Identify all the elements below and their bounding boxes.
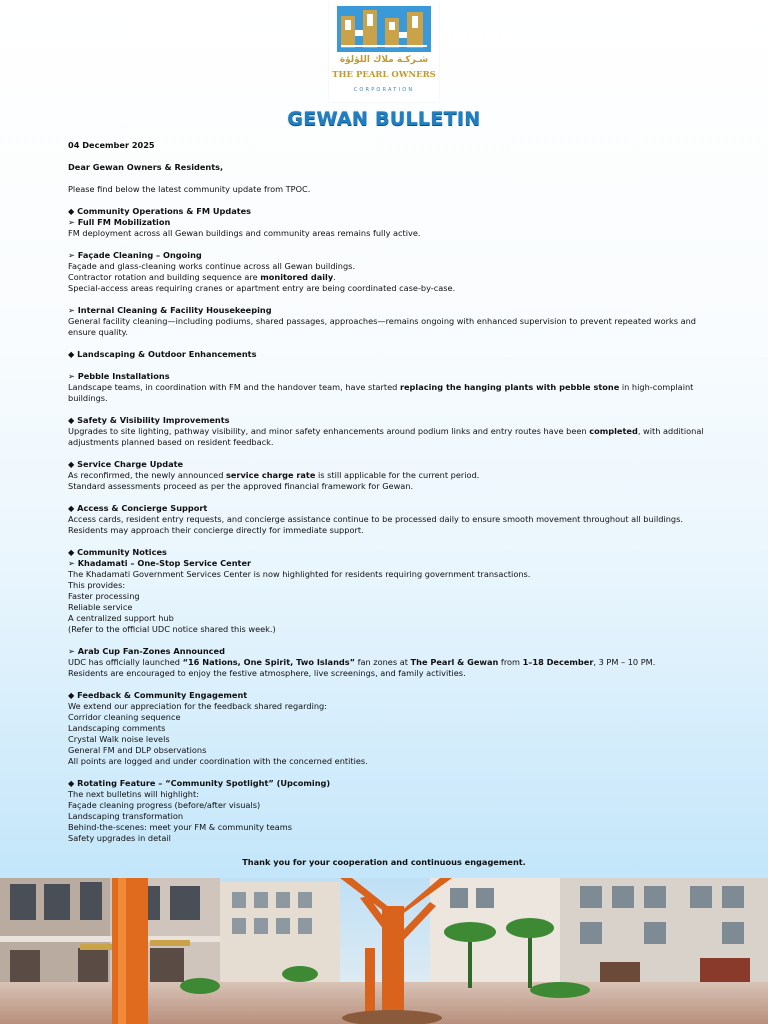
paragraph: The Khadamati Government Services Center is now highlighted for residents requiring government transactions. xyxy=(68,569,531,579)
plaza-photo-illustration xyxy=(0,878,768,1024)
subheading-pebble: ➢ Pebble Installations xyxy=(68,371,170,381)
section-heading-feedback: ◆ Feedback & Community Engagement xyxy=(68,690,248,700)
tpoc-logo xyxy=(329,0,439,102)
text-run: in high-complaint buildings. xyxy=(68,382,694,403)
thank-you-note: Thank you for your cooperation and continuous engagement. xyxy=(242,857,526,867)
text-run-bold: “16 Nations, One Spirit, Two Islands” xyxy=(182,657,356,667)
text-run-bold: 1–18 December xyxy=(522,657,594,667)
logo-subname: CORPORATION xyxy=(353,87,415,93)
list-item: Faster processing xyxy=(68,591,140,601)
bulletin-title: GEWAN BULLETIN xyxy=(287,108,481,130)
list-item: Reliable service xyxy=(68,602,133,612)
list-item: A centralized support hub xyxy=(68,613,174,623)
text-run: . xyxy=(333,272,336,282)
paragraph xyxy=(68,657,708,668)
logo-arabic-text: شـركـة ملاك اللؤلؤة xyxy=(339,55,429,65)
intro-text: Please find below the latest community update from TPOC. xyxy=(68,184,311,194)
section-heading-operations: ◆ Community Operations & FM Updates xyxy=(68,206,252,216)
list-item: Crystal Walk noise levels xyxy=(68,734,170,744)
text-run: fan zones at xyxy=(355,657,411,667)
text-run: As reconfirmed, the newly announced xyxy=(68,470,226,480)
section-heading-safety: ◆ Safety & Visibility Improvements xyxy=(68,415,230,425)
logo-name: THE PEARL OWNERS xyxy=(332,70,436,80)
paragraph: The next bulletins will highlight: xyxy=(68,789,199,799)
text-run: from xyxy=(498,657,523,667)
section-heading-access: ◆ Access & Concierge Support xyxy=(68,503,208,513)
text-run: UDC has officially launched xyxy=(68,657,183,667)
paragraph xyxy=(68,382,708,404)
paragraph: Special-access areas requiring cranes or apartment entry are being coordinated case-by-case. xyxy=(68,283,456,293)
paragraph xyxy=(68,426,708,448)
bulletin-body xyxy=(68,140,708,844)
paragraph: This provides: xyxy=(68,580,126,590)
paragraph: Façade and glass-cleaning works continue across all Gewan buildings. xyxy=(68,261,356,271)
list-item: Façade cleaning progress (before/after visuals) xyxy=(68,800,261,810)
paragraph: All points are logged and under coordination with the concerned entities. xyxy=(68,756,368,766)
text-run: Contractor rotation and building sequence are xyxy=(68,272,261,282)
paragraph xyxy=(68,470,708,481)
paragraph: Residents are encouraged to enjoy the festive atmosphere, live screenings, and family activities. xyxy=(68,668,466,678)
section-heading-spotlight: ◆ Rotating Feature – “Community Spotlight” (Upcoming) xyxy=(68,778,331,788)
community-photo xyxy=(0,878,768,1024)
paragraph: (Refer to the official UDC notice shared this week.) xyxy=(68,624,276,634)
subheading-fm-mobilization: ➢ Full FM Mobilization xyxy=(68,217,171,227)
greeting: Dear Gewan Owners & Residents, xyxy=(68,162,224,172)
text-run: , with additional adjustments planned based on resident feedback. xyxy=(68,426,704,447)
paragraph xyxy=(68,272,708,283)
paragraph: Access cards, resident entry requests, and concierge assistance continue to be processed daily to ensure smooth movement throughout all buildings. xyxy=(68,514,683,524)
paragraph: Residents may approach their concierge directly for immediate support. xyxy=(68,525,364,535)
text-run-bold: service charge rate xyxy=(226,470,316,480)
text-run: Landscape teams, in coordination with FM and the handover team, have started xyxy=(68,382,400,392)
list-item: Corridor cleaning sequence xyxy=(68,712,181,722)
logo-mark-icon xyxy=(337,6,431,52)
list-item: Safety upgrades in detail xyxy=(68,833,171,843)
list-item: Landscaping comments xyxy=(68,723,166,733)
subheading-facade-cleaning: ➢ Façade Cleaning – Ongoing xyxy=(68,250,202,260)
bulletin-date: 04 December 2025 xyxy=(68,140,155,150)
paragraph: We extend our appreciation for the feedback shared regarding: xyxy=(68,701,327,711)
list-item: Landscaping transformation xyxy=(68,811,184,821)
text-run-bold: completed xyxy=(589,426,638,436)
text-run-bold: monitored daily xyxy=(260,272,334,282)
subheading-khadamati: ➢ Khadamati – One-Stop Service Center xyxy=(68,558,252,568)
section-heading-notices: ◆ Community Notices xyxy=(68,547,167,557)
section-heading-service-charge: ◆ Service Charge Update xyxy=(68,459,184,469)
paragraph: General facility cleaning—including podiums, shared passages, approaches—remains ongoing with enhanced supervision to prevent repeated works and ensure quality. xyxy=(68,316,696,337)
subheading-internal-cleaning: ➢ Internal Cleaning & Facility Housekeeping xyxy=(68,305,272,315)
text-run-bold: The Pearl & Gewan xyxy=(410,657,499,667)
text-run: Upgrades to site lighting, pathway visibility, and minor safety enhancements around podium links and entry routes have been xyxy=(68,426,590,436)
paragraph: FM deployment across all Gewan buildings and community areas remains fully active. xyxy=(68,228,421,238)
text-run: , 3 PM – 10 PM. xyxy=(593,657,656,667)
paragraph: Standard assessments proceed as per the approved financial framework for Gewan. xyxy=(68,481,414,491)
section-heading-landscaping: ◆ Landscaping & Outdoor Enhancements xyxy=(68,349,257,359)
list-item: Behind-the-scenes: meet your FM & community teams xyxy=(68,822,293,832)
subheading-arab-cup: ➢ Arab Cup Fan-Zones Announced xyxy=(68,646,225,656)
text-run: is still applicable for the current period. xyxy=(315,470,480,480)
text-run-bold: replacing the hanging plants with pebble stone xyxy=(399,382,620,392)
list-item: General FM and DLP observations xyxy=(68,745,207,755)
